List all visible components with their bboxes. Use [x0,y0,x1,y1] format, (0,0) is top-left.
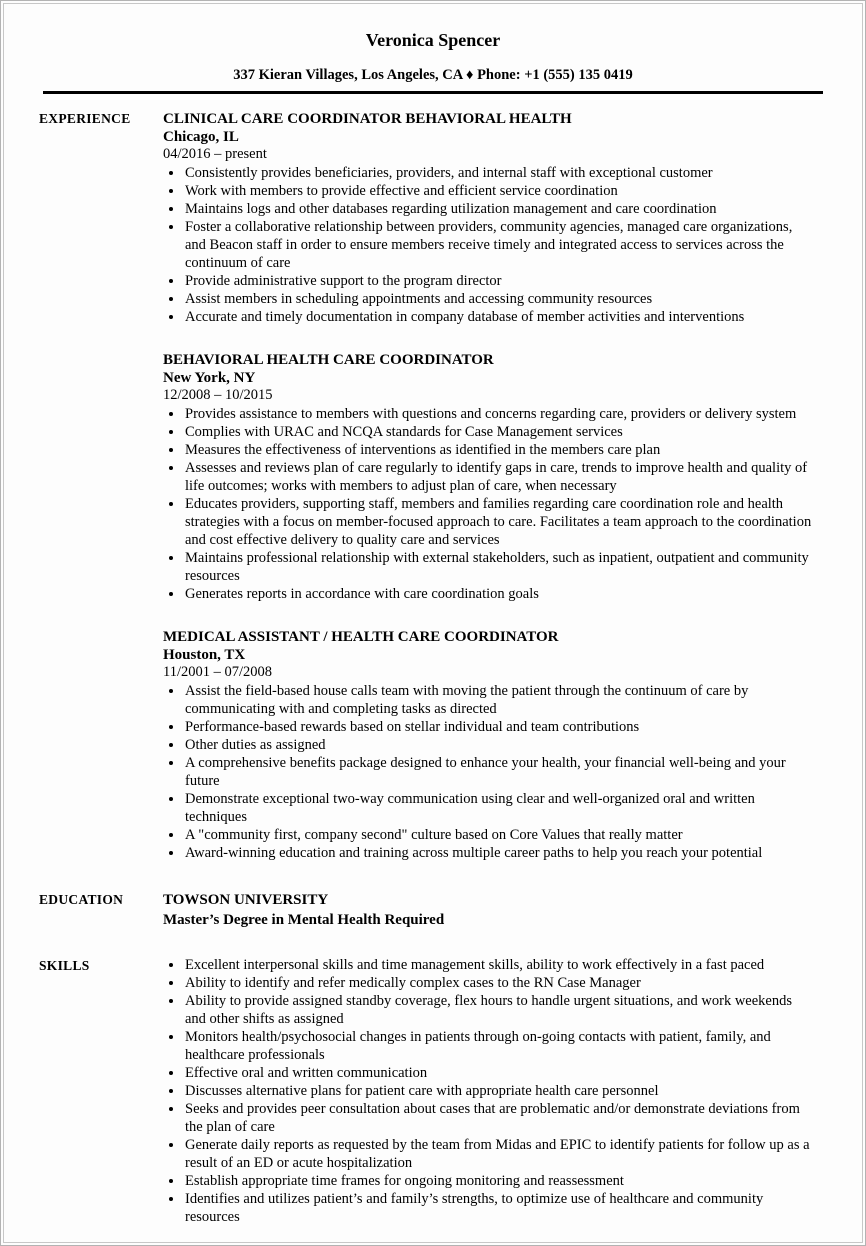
bullet-item: • Maintains logs and other databases regarding utilization management and care coordination [184,200,813,218]
bullet-item: • Assesses and reviews plan of care regularly to identify gaps in care, trends to improve health and quality of life outcomes; works with members to adjust plan of care, when necessary [184,459,813,495]
skills-content [163,956,813,1226]
job-location: New York, NY [163,370,256,386]
education-content [163,890,813,930]
bullet-item: • Ability to identify and refer medically complex cases to the RN Case Manager [184,974,813,992]
school-name: TOWSON UNIVERSITY [163,892,329,908]
bullet-item: • Effective oral and written communication [184,1064,813,1082]
job-title: BEHAVIORAL HEALTH CARE COORDINATOR [163,352,494,368]
job-entry-clinical-care-coordinator [163,109,813,326]
bullet-item: • Assist members in scheduling appointments and accessing community resources [184,290,813,308]
bullet-item: • Monitors health/psychosocial changes in patients through on-going contacts with patient, family, and healthcare professionals [184,1028,813,1064]
bullet-item: • Assist the field-based house calls team with moving the patient through the continuum of care by communicating with and completing tasks as directed [184,682,813,718]
bullet-item: • Award-winning education and training across multiple career paths to help you reach your potential [184,844,813,862]
section-skills [1,956,865,1226]
job-bullet-list [163,682,813,862]
bullet-item: • A comprehensive benefits package designed to enhance your health, your financial well-being and your future [184,754,813,790]
bullet-item: • Accurate and timely documentation in company database of member activities and interventions [184,308,813,326]
bullet-item: • Maintains professional relationship with external stakeholders, such as inpatient, outpatient and community resources [184,549,813,585]
job-bullet-list [163,405,813,603]
section-label-education: EDUCATION [39,892,124,907]
job-title: CLINICAL CARE COORDINATOR BEHAVIORAL HEALTH [163,111,572,127]
resume-header [1,29,865,94]
section-experience [1,109,865,862]
bullet-item: • Work with members to provide effective and efficient service coordination [184,182,813,200]
bullet-item: • Provides assistance to members with questions and concerns regarding care, providers or delivery system [184,405,813,423]
job-dates: 04/2016 – present [163,146,267,162]
job-entry-behavioral-health-coordinator [163,350,813,603]
section-education [1,890,865,930]
bullet-item: • Discusses alternative plans for patient care with appropriate health care personnel [184,1082,813,1100]
bullet-item: • Excellent interpersonal skills and time management skills, ability to work effectively in a fast paced [184,956,813,974]
skills-bullet-list [163,956,813,1226]
contact-line: 337 Kieran Villages, Los Angeles, CA ♦ Phone: +1 (555) 135 0419 [233,67,633,83]
bullet-item: • Identifies and utilizes patient’s and family’s strengths, to optimize use of healthcare and community resources [184,1190,813,1226]
bullet-item: • Complies with URAC and NCQA standards for Case Management services [184,423,813,441]
job-bullet-list [163,164,813,326]
bullet-item: • A "community first, company second" culture based on Core Values that really matter [184,826,813,844]
bullet-item: • Performance-based rewards based on stellar individual and team contributions [184,718,813,736]
job-dates: 12/2008 – 10/2015 [163,387,273,403]
resume-name: Veronica Spencer [365,30,501,50]
job-entry-medical-assistant [163,627,813,862]
header-divider [43,91,823,94]
bullet-item: • Generate daily reports as requested by the team from Midas and EPIC to identify patients for follow up as a result of an ED or acute hospitalization [184,1136,813,1172]
bullet-item: • Provide administrative support to the program director [184,272,813,290]
bullet-item: • Foster a collaborative relationship between providers, community agencies, managed care organizations, and Beacon staff in order to ensure members receive timely and integrated access to services across the continuum of care [184,218,813,272]
job-location: Houston, TX [163,647,246,663]
experience-content [163,109,813,862]
bullet-item: • Measures the effectiveness of interventions as identified in the members care plan [184,441,813,459]
section-label-experience: EXPERIENCE [39,111,131,126]
bullet-item: • Demonstrate exceptional two-way communication using clear and well-organized oral and written techniques [184,790,813,826]
job-title: MEDICAL ASSISTANT / HEALTH CARE COORDINATOR [163,629,559,645]
bullet-item: • Other duties as assigned [184,736,813,754]
bullet-item: • Consistently provides beneficiaries, providers, and internal staff with exceptional customer [184,164,813,182]
bullet-item: • Establish appropriate time frames for ongoing monitoring and reassessment [184,1172,813,1190]
bullet-item: • Seeks and provides peer consultation about cases that are problematic and/or demonstrate deviations from the plan of care [184,1100,813,1136]
section-label-skills: SKILLS [39,958,90,973]
bullet-item: • Ability to provide assigned standby coverage, flex hours to handle urgent situations, and work weekends and other shifts as assigned [184,992,813,1028]
degree-line: Master’s Degree in Mental Health Required [163,912,445,928]
bullet-item: • Educates providers, supporting staff, members and families regarding care coordination role and health strategies with a focus on member-focused approach to care. Facilitates a team approach to the coordination and cost effective delivery to quality care and services [184,495,813,549]
job-location: Chicago, IL [163,129,239,145]
job-dates: 11/2001 – 07/2008 [163,664,273,680]
bullet-item: • Generates reports in accordance with care coordination goals [184,585,813,603]
